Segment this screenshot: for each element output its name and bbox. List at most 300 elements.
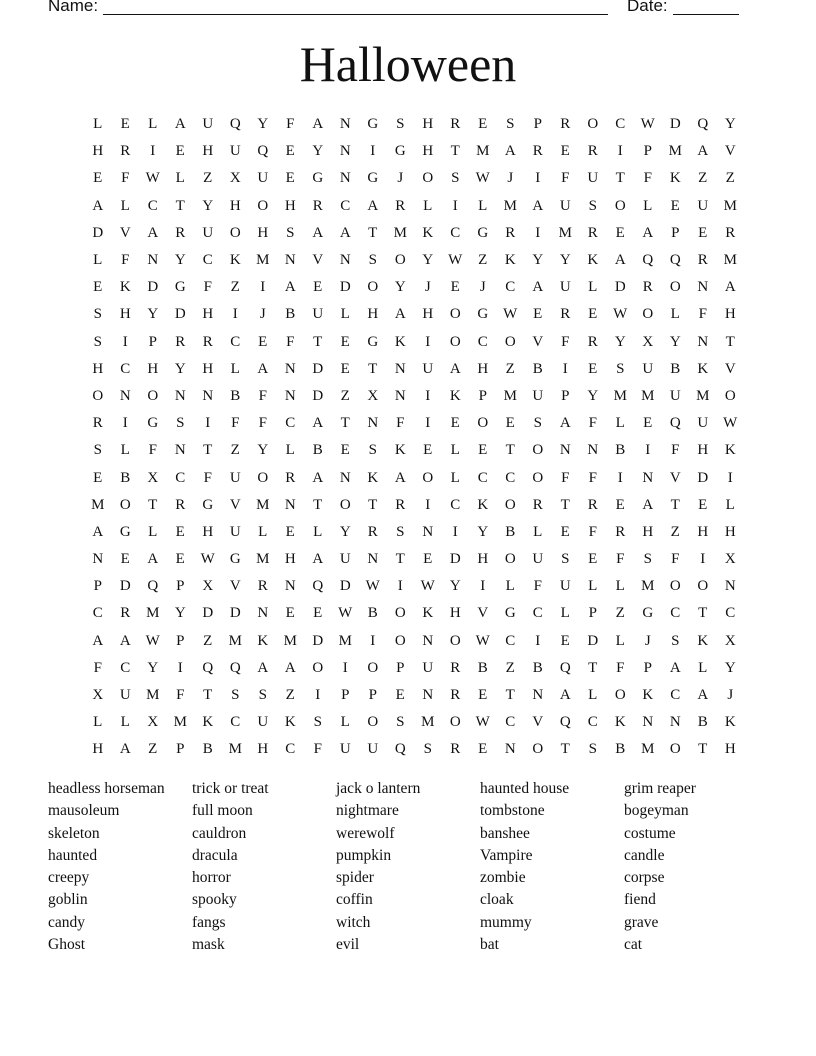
worksheet-header (48, 0, 748, 22)
grid-letter: H (202, 523, 214, 540)
grid-row (84, 655, 744, 682)
grid-letter: U (229, 143, 241, 160)
grid-letter: F (616, 551, 625, 568)
grid-letter: H (257, 741, 269, 758)
grid-letter: A (339, 224, 351, 241)
grid-letter: E (643, 415, 653, 432)
grid-letter: V (477, 605, 489, 622)
grid-letter: A (394, 469, 406, 486)
grid-letter: A (284, 659, 296, 676)
grid-letter: K (642, 687, 654, 704)
grid-letter: Y (202, 197, 214, 214)
grid-letter: I (425, 415, 431, 432)
grid-letter: N (394, 360, 406, 377)
grid-letter: V (119, 224, 131, 241)
grid-letter: E (505, 415, 515, 432)
grid-letter: C (587, 714, 598, 731)
grid-letter: F (258, 415, 267, 432)
grid-letter: T (203, 442, 213, 459)
grid-letter: U (229, 523, 241, 540)
grid-letter: U (559, 279, 571, 296)
grid-letter: H (119, 306, 131, 323)
grid-letter: M (228, 741, 242, 758)
grid-letter: L (560, 605, 570, 622)
grid-letter: I (535, 170, 541, 187)
grid-letter: O (697, 578, 709, 595)
word-list-item: cauldron (192, 824, 247, 842)
grid-letter: A (92, 197, 104, 214)
word-list-item: bat (480, 936, 499, 954)
word-list-column (336, 778, 480, 956)
grid-row (84, 410, 744, 437)
grid-row (84, 464, 744, 491)
grid-letter: Z (340, 387, 350, 404)
grid-letter: B (312, 442, 323, 459)
grid-letter: A (642, 224, 654, 241)
grid-letter: U (312, 306, 324, 323)
grid-letter: C (147, 197, 158, 214)
grid-letter: F (588, 415, 597, 432)
grid-letter: W (475, 714, 490, 731)
grid-letter: W (145, 170, 160, 187)
word-list-item: costume (624, 824, 676, 842)
grid-letter: S (643, 551, 652, 568)
grid-letter: A (147, 551, 159, 568)
grid-letter: J (727, 687, 734, 704)
grid-letter: M (146, 687, 160, 704)
grid-letter: P (533, 116, 542, 133)
grid-letter: N (147, 252, 159, 269)
grid-letter: T (148, 496, 158, 513)
grid-letter: T (560, 741, 570, 758)
word-list-item: haunted (48, 846, 98, 864)
grid-letter: N (504, 741, 516, 758)
grid-letter: O (394, 632, 406, 649)
grid-letter: Y (587, 387, 599, 404)
grid-letter: N (367, 551, 379, 568)
word-list-item: dracula (192, 846, 238, 864)
grid-letter: N (339, 170, 351, 187)
grid-letter: A (119, 632, 131, 649)
grid-letter: K (614, 714, 626, 731)
grid-letter: B (230, 387, 241, 404)
grid-letter: E (175, 143, 185, 160)
grid-letter: N (284, 578, 296, 595)
grid-row (84, 247, 744, 274)
grid-letter: K (587, 252, 599, 269)
grid-letter: Y (559, 252, 571, 269)
grid-letter: M (558, 224, 572, 241)
page-title: Halloween (299, 36, 517, 92)
grid-letter: O (229, 224, 241, 241)
grid-row (84, 736, 744, 763)
grid-letter: T (368, 360, 378, 377)
grid-letter: O (669, 279, 681, 296)
grid-letter: S (286, 224, 295, 241)
grid-letter: R (175, 333, 186, 350)
grid-letter: L (148, 116, 158, 133)
grid-letter: J (424, 279, 431, 296)
grid-letter: V (312, 252, 324, 269)
grid-letter: X (147, 469, 159, 486)
grid-letter: S (396, 523, 405, 540)
grid-letter: O (642, 306, 654, 323)
grid-letter: Y (257, 116, 269, 133)
grid-letter: I (562, 360, 568, 377)
grid-letter: O (367, 714, 379, 731)
grid-letter: F (231, 415, 240, 432)
grid-letter: Z (203, 170, 213, 187)
grid-letter: L (340, 306, 350, 323)
grid-letter: M (476, 143, 490, 160)
grid-letter: K (724, 714, 736, 731)
grid-letter: J (644, 632, 651, 649)
grid-letter: T (560, 496, 570, 513)
grid-letter: Z (615, 605, 625, 622)
grid-letter: K (202, 714, 214, 731)
grid-letter: Y (174, 605, 186, 622)
grid-letter: A (257, 360, 269, 377)
grid-letter: O (257, 469, 269, 486)
grid-letter: H (229, 197, 241, 214)
grid-letter: O (532, 469, 544, 486)
grid-letter: N (724, 578, 736, 595)
grid-letter: U (367, 741, 379, 758)
grid-letter: M (723, 197, 737, 214)
word-list-item: corpse (624, 869, 665, 887)
grid-letter: Y (477, 523, 489, 540)
grid-letter: A (92, 632, 104, 649)
grid-letter: M (338, 632, 352, 649)
grid-letter: M (256, 496, 270, 513)
grid-letter: H (642, 523, 654, 540)
grid-letter: V (532, 333, 544, 350)
grid-letter: G (367, 333, 379, 350)
grid-letter: S (533, 415, 542, 432)
grid-letter: I (150, 143, 156, 160)
grid-letter: F (121, 170, 130, 187)
grid-letter: E (120, 551, 130, 568)
grid-letter: W (448, 252, 463, 269)
grid-letter: Q (559, 714, 571, 731)
word-list-item: fiend (624, 891, 656, 909)
grid-letter: P (588, 605, 597, 622)
grid-letter: N (92, 551, 104, 568)
grid-letter: H (202, 306, 214, 323)
grid-letter: Y (394, 279, 406, 296)
grid-letter: F (671, 442, 680, 459)
grid-letter: N (284, 360, 296, 377)
grid-letter: S (561, 551, 570, 568)
grid-letter: S (368, 252, 377, 269)
word-list-item: cat (624, 936, 643, 954)
grid-row (84, 356, 744, 383)
grid-letter: C (285, 741, 296, 758)
grid-letter: L (505, 578, 515, 595)
grid-letter: K (367, 469, 379, 486)
grid-letter: H (92, 143, 104, 160)
grid-letter: O (504, 496, 516, 513)
grid-letter: N (422, 523, 434, 540)
grid-letter: X (92, 687, 104, 704)
grid-letter: U (587, 170, 599, 187)
grid-letter: F (286, 116, 295, 133)
grid-letter: N (284, 252, 296, 269)
grid-letter: R (395, 197, 406, 214)
grid-letter: U (119, 687, 131, 704)
grid-letter: H (477, 551, 489, 568)
grid-letter: P (176, 632, 185, 649)
grid-letter: S (93, 306, 102, 323)
grid-letter: R (505, 224, 516, 241)
grid-letter: R (367, 523, 378, 540)
grid-letter: M (256, 551, 270, 568)
grid-letter: U (559, 578, 571, 595)
grid-letter: X (724, 551, 736, 568)
grid-letter: I (452, 523, 458, 540)
grid-letter: W (613, 306, 628, 323)
grid-letter: C (725, 605, 736, 622)
grid-letter: L (533, 523, 543, 540)
grid-letter: R (450, 659, 461, 676)
grid-letter: F (561, 333, 570, 350)
grid-letter: N (697, 333, 709, 350)
grid-letter: R (257, 578, 268, 595)
grid-letter: L (93, 252, 103, 269)
grid-letter: T (670, 496, 680, 513)
grid-letter: R (725, 224, 736, 241)
grid-letter: N (394, 387, 406, 404)
grid-letter: A (642, 496, 654, 513)
grid-letter: H (697, 523, 709, 540)
grid-letter: N (642, 714, 654, 731)
grid-letter: M (421, 714, 435, 731)
grid-row (84, 220, 744, 247)
grid-letter: D (229, 605, 241, 622)
grid-letter: E (175, 523, 185, 540)
word-list-item: werewolf (336, 824, 395, 842)
grid-letter: R (202, 333, 213, 350)
grid-letter: G (504, 605, 516, 622)
grid-letter: F (121, 252, 130, 269)
grid-letter: Q (559, 659, 571, 676)
grid-letter: C (477, 469, 488, 486)
grid-letter: A (257, 659, 269, 676)
grid-letter: G (174, 279, 186, 296)
grid-letter: R (642, 279, 653, 296)
grid-letter: H (147, 360, 159, 377)
grid-letter: I (700, 551, 706, 568)
grid-letter: L (725, 496, 735, 513)
grid-letter: M (228, 632, 242, 649)
grid-letter: G (229, 551, 241, 568)
grid-letter: N (587, 442, 599, 459)
grid-row (84, 628, 744, 655)
grid-letter: D (147, 279, 159, 296)
grid-letter: H (724, 523, 736, 540)
grid-letter: F (671, 551, 680, 568)
grid-letter: A (504, 143, 516, 160)
grid-letter: N (119, 387, 131, 404)
grid-letter: T (615, 170, 625, 187)
grid-letter: X (229, 170, 241, 187)
grid-letter: W (475, 170, 490, 187)
word-list-column (480, 778, 624, 956)
grid-letter: O (312, 659, 324, 676)
grid-letter: R (560, 116, 571, 133)
grid-letter: O (504, 333, 516, 350)
grid-letter: M (503, 387, 517, 404)
grid-letter: N (202, 387, 214, 404)
grid-letter: T (505, 687, 515, 704)
grid-letter: Q (394, 741, 406, 758)
grid-letter: F (286, 333, 295, 350)
grid-letter: E (698, 224, 708, 241)
grid-letter: A (312, 224, 324, 241)
grid-letter: A (119, 741, 131, 758)
grid-letter: C (175, 469, 186, 486)
grid-letter: H (92, 741, 104, 758)
grid-letter: M (173, 714, 187, 731)
grid-letter: L (450, 469, 460, 486)
grid-letter: H (257, 224, 269, 241)
grid-letter: T (395, 551, 405, 568)
grid-letter: K (119, 279, 131, 296)
word-list-item: haunted house (480, 780, 570, 797)
grid-letter: A (669, 659, 681, 676)
grid-letter: U (202, 224, 214, 241)
grid-letter: L (588, 279, 598, 296)
grid-letter: M (256, 252, 270, 269)
word-list-item: goblin (48, 891, 88, 909)
grid-letter: T (698, 605, 708, 622)
word-list-item: candle (624, 846, 665, 864)
grid-letter: Q (669, 415, 681, 432)
grid-letter: I (370, 143, 376, 160)
grid-letter: S (506, 116, 515, 133)
grid-letter: Q (669, 252, 681, 269)
grid-letter: O (367, 279, 379, 296)
grid-letter: C (92, 605, 103, 622)
grid-letter: E (588, 306, 598, 323)
grid-letter: B (532, 360, 543, 377)
grid-letter: R (395, 496, 406, 513)
grid-letter: D (697, 469, 709, 486)
grid-letter: S (588, 741, 597, 758)
grid-letter: I (535, 224, 541, 241)
grid-letter: E (478, 116, 488, 133)
grid-letter: D (202, 605, 214, 622)
grid-letter: F (313, 741, 322, 758)
grid-letter: Z (698, 170, 708, 187)
grid-letter: F (616, 659, 625, 676)
grid-letter: U (422, 659, 434, 676)
grid-letter: R (560, 306, 571, 323)
grid-letter: X (642, 333, 654, 350)
grid-letter: O (339, 496, 351, 513)
grid-letter: D (449, 551, 461, 568)
word-list-item: spider (336, 869, 374, 887)
grid-letter: H (284, 197, 296, 214)
grid-letter: F (533, 578, 542, 595)
grid-letter: I (452, 197, 458, 214)
grid-letter: M (668, 143, 682, 160)
grid-letter: X (367, 387, 379, 404)
grid-letter: P (478, 387, 487, 404)
grid-letter: K (477, 496, 489, 513)
grid-letter: Z (230, 279, 240, 296)
grid-letter: E (423, 442, 433, 459)
grid-letter: L (588, 578, 598, 595)
grid-letter: M (613, 387, 627, 404)
grid-letter: D (587, 632, 599, 649)
grid-letter: Z (505, 360, 515, 377)
grid-letter: W (475, 632, 490, 649)
grid-letter: A (697, 143, 709, 160)
word-list-item: candy (48, 913, 86, 931)
grid-letter: N (257, 605, 269, 622)
grid-letter: R (587, 333, 598, 350)
grid-letter: I (205, 415, 211, 432)
word-list-item: trick or treat (192, 780, 269, 797)
grid-letter: H (422, 116, 434, 133)
grid-letter: C (670, 605, 681, 622)
grid-letter: P (341, 687, 350, 704)
grid-letter: A (559, 687, 571, 704)
grid-letter: A (559, 415, 571, 432)
grid-letter: G (367, 170, 379, 187)
grid-letter: N (559, 442, 571, 459)
grid-row (84, 709, 744, 736)
grid-letter: O (422, 469, 434, 486)
grid-letter: O (257, 197, 269, 214)
grid-letter: R (587, 224, 598, 241)
grid-letter: R (312, 197, 323, 214)
grid-row (84, 519, 744, 546)
grid-letter: Y (174, 252, 186, 269)
grid-letter: C (505, 632, 516, 649)
grid-letter: L (230, 360, 240, 377)
grid-letter: E (423, 551, 433, 568)
grid-letter: U (257, 714, 269, 731)
grid-letter: O (147, 387, 159, 404)
grid-letter: F (203, 469, 212, 486)
grid-letter: C (670, 687, 681, 704)
grid-letter: E (395, 687, 405, 704)
grid-letter: I (425, 496, 431, 513)
word-list-item: Ghost (48, 936, 86, 954)
grid-letter: I (370, 632, 376, 649)
word-list-item: evil (336, 936, 360, 954)
grid-letter: F (203, 279, 212, 296)
grid-letter: B (120, 469, 131, 486)
grid-letter: C (532, 605, 543, 622)
grid-letter: R (175, 496, 186, 513)
grid-letter: I (315, 687, 321, 704)
grid-letter: N (174, 442, 186, 459)
grid-letter: O (367, 659, 379, 676)
grid-letter: P (671, 224, 680, 241)
grid-letter: M (641, 741, 655, 758)
grid-letter: R (697, 252, 708, 269)
grid-letter: R (532, 496, 543, 513)
grid-letter: Y (422, 252, 434, 269)
grid-letter: N (422, 687, 434, 704)
grid-letter: C (340, 197, 351, 214)
grid-letter: R (285, 469, 296, 486)
grid-letter: T (340, 415, 350, 432)
grid-letter: S (588, 197, 597, 214)
